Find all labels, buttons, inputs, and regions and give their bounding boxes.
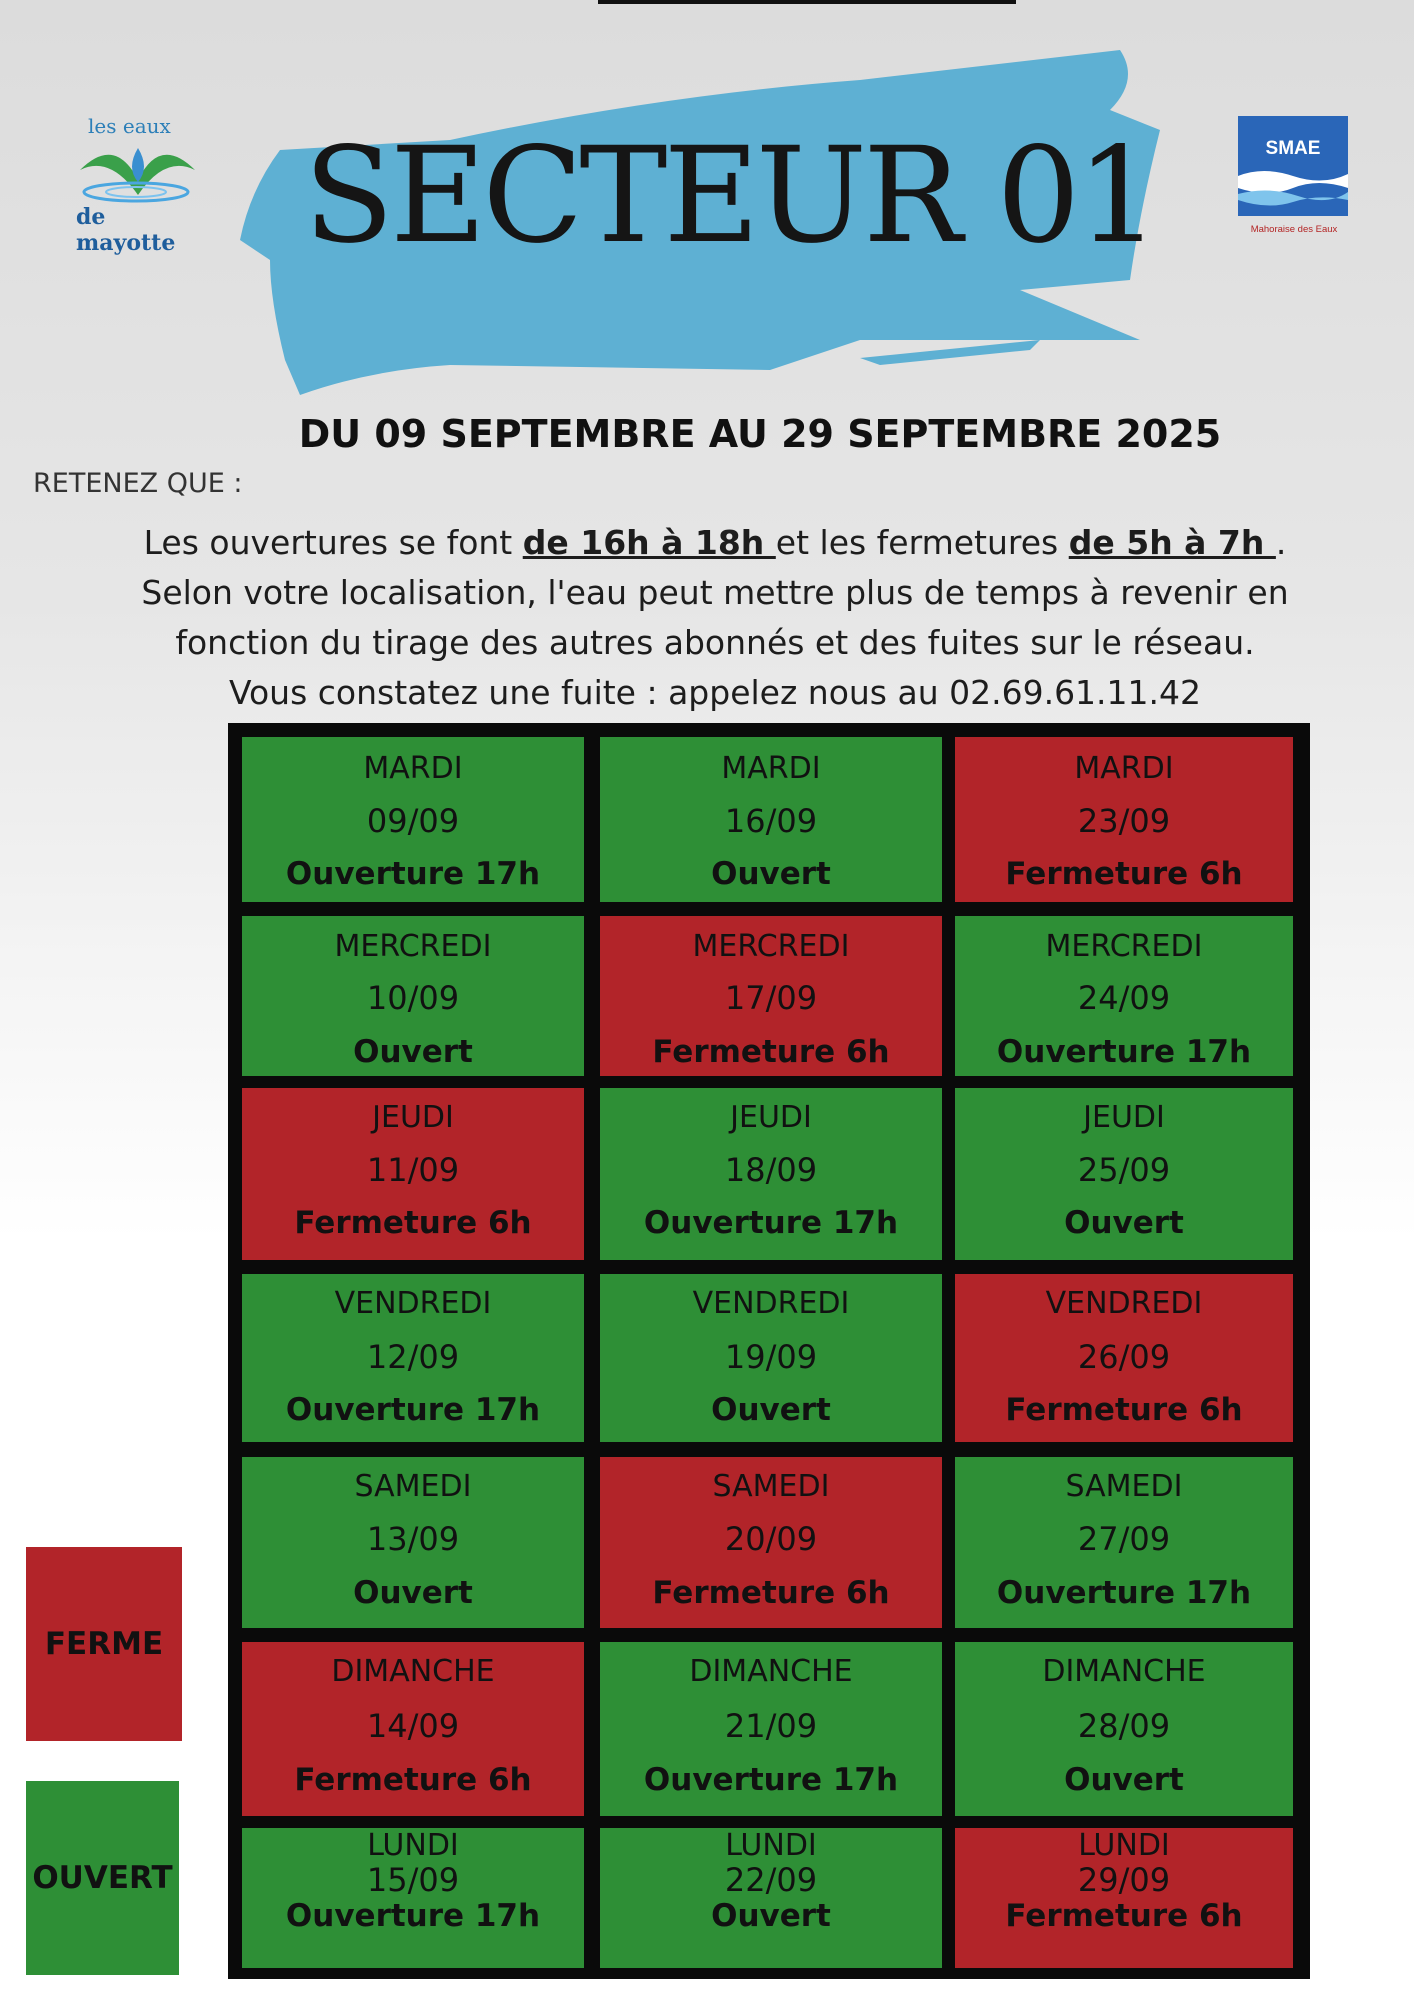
- cell-day: JEUDI: [1083, 1100, 1165, 1135]
- schedule-cell: [242, 916, 584, 1076]
- cell-day: DIMANCHE: [1042, 1654, 1206, 1689]
- schedule-cell: [600, 737, 942, 902]
- schedule-grid: [228, 723, 1310, 1979]
- cell-date: 11/09: [366, 1151, 460, 1189]
- cell-status: Ouvert: [711, 856, 831, 892]
- schedule-cell: [600, 916, 942, 1076]
- cell-day: VENDREDI: [1045, 1286, 1203, 1321]
- cell-day: MERCREDI: [334, 929, 492, 964]
- cell-status: Ouvert: [353, 1034, 473, 1070]
- schedule-cell: [955, 1828, 1293, 1968]
- cell-status: Ouvert: [711, 1392, 831, 1428]
- schedule-cell: [600, 1828, 942, 1968]
- cell-date: 18/09: [724, 1151, 818, 1189]
- cell-day: LUNDI: [367, 1828, 459, 1863]
- cell-day: MERCREDI: [1045, 929, 1203, 964]
- schedule-cell: [242, 1274, 584, 1442]
- cell-date: 29/09: [1077, 1861, 1171, 1899]
- schedule-cell: [600, 1088, 942, 1260]
- schedule-cell: [955, 1088, 1293, 1260]
- cell-day: SAMEDI: [1065, 1469, 1183, 1504]
- cell-date: 26/09: [1077, 1338, 1171, 1376]
- logo-right-name: SMAE: [1265, 138, 1321, 159]
- cell-status: Ouvert: [1064, 1205, 1184, 1241]
- schedule-cell: [242, 1828, 584, 1968]
- cell-status: Ouverture 17h: [285, 1898, 541, 1934]
- cell-day: VENDREDI: [334, 1286, 492, 1321]
- wave-icon: [1238, 166, 1348, 216]
- cell-day: MARDI: [721, 751, 821, 786]
- cell-status: Ouverture 17h: [643, 1205, 899, 1241]
- cell-date: 15/09: [366, 1861, 460, 1899]
- cell-date: 24/09: [1077, 979, 1171, 1017]
- cell-status: Ouverture 17h: [643, 1762, 899, 1798]
- cell-day: SAMEDI: [354, 1469, 472, 1504]
- schedule-cell: [955, 916, 1293, 1076]
- legend-closed: [26, 1547, 182, 1741]
- cell-date: 10/09: [366, 979, 460, 1017]
- schedule-cell: [242, 1457, 584, 1628]
- cell-day: JEUDI: [372, 1100, 454, 1135]
- cell-status: Fermeture 6h: [652, 1575, 890, 1611]
- schedule-cell: [955, 737, 1293, 902]
- cell-status: Ouverture 17h: [285, 856, 541, 892]
- cell-day: DIMANCHE: [689, 1654, 853, 1689]
- close-hours: de 5h à 7h: [1068, 523, 1276, 562]
- logo-right-subtitle: Mahoraise des Eaux: [1250, 224, 1338, 235]
- schedule-cell: [600, 1642, 942, 1816]
- schedule-cell: [955, 1457, 1293, 1628]
- cell-status: Fermeture 6h: [1005, 856, 1243, 892]
- cell-day: LUNDI: [1078, 1828, 1170, 1863]
- cell-date: 09/09: [366, 802, 460, 840]
- cell-date: 17/09: [724, 979, 818, 1017]
- leak-phone-text: Vous constatez une fuite : appelez nous au 02.69.61.11.42: [228, 673, 1202, 712]
- cell-date: 16/09: [724, 802, 818, 840]
- cell-day: JEUDI: [730, 1100, 812, 1135]
- cell-status: Ouvert: [353, 1575, 473, 1611]
- cell-status: Fermeture 6h: [1005, 1392, 1243, 1428]
- info-paragraph: [100, 518, 1330, 718]
- cell-date: 12/09: [366, 1338, 460, 1376]
- period-heading: DU 09 SEPTEMBRE AU 29 SEPTEMBRE 2025: [298, 412, 1222, 456]
- schedule-cell: [955, 1642, 1293, 1816]
- cell-status: Ouvert: [711, 1898, 831, 1934]
- cell-date: 27/09: [1077, 1520, 1171, 1558]
- legend-closed-label: FERME: [44, 1626, 164, 1662]
- cell-status: Ouverture 17h: [996, 1034, 1252, 1070]
- cell-date: 21/09: [724, 1707, 818, 1745]
- schedule-cell: [242, 1088, 584, 1260]
- cell-day: SAMEDI: [712, 1469, 830, 1504]
- info-text-3: . Selon votre localisation, l'eau peut mettre plus de temps à revenir en fonction du tirage des autres abonnés et des fuites sur le réseau.: [141, 523, 1289, 662]
- schedule-cell: [955, 1274, 1293, 1442]
- cell-status: Ouverture 17h: [285, 1392, 541, 1428]
- cell-date: 23/09: [1077, 802, 1171, 840]
- cell-day: MARDI: [1074, 751, 1174, 786]
- cell-day: VENDREDI: [692, 1286, 850, 1321]
- legend-open: [26, 1781, 179, 1975]
- cell-day: MERCREDI: [692, 929, 850, 964]
- cell-date: 22/09: [724, 1861, 818, 1899]
- cell-date: 13/09: [366, 1520, 460, 1558]
- cell-date: 19/09: [724, 1338, 818, 1376]
- top-divider: [598, 0, 1016, 4]
- schedule-cell: [600, 1457, 942, 1628]
- cell-day: MARDI: [363, 751, 463, 786]
- smae-logo: [1238, 116, 1350, 240]
- cell-status: Ouvert: [1064, 1762, 1184, 1798]
- cell-status: Fermeture 6h: [294, 1205, 532, 1241]
- cell-date: 20/09: [724, 1520, 818, 1558]
- info-text-2: et les fermetures: [775, 523, 1069, 562]
- les-eaux-de-mayotte-logo: [70, 110, 210, 256]
- legend-open-label: OUVERT: [32, 1860, 173, 1896]
- water-drop-icon: [70, 140, 200, 210]
- logo-left-line2: de mayotte: [76, 204, 176, 256]
- cell-date: 28/09: [1077, 1707, 1171, 1745]
- schedule-cell: [600, 1274, 942, 1442]
- cell-day: LUNDI: [725, 1828, 817, 1863]
- schedule-cell: [242, 1642, 584, 1816]
- page-title: SECTEUR 01: [303, 119, 1157, 273]
- cell-status: Fermeture 6h: [1005, 1898, 1243, 1934]
- cell-status: Fermeture 6h: [652, 1034, 890, 1070]
- retain-label: RETENEZ QUE :: [33, 468, 243, 499]
- cell-day: DIMANCHE: [331, 1654, 495, 1689]
- cell-status: Fermeture 6h: [294, 1762, 532, 1798]
- info-text-1: Les ouvertures se font: [143, 523, 523, 562]
- open-hours: de 16h à 18h: [522, 523, 776, 562]
- schedule-cell: [242, 737, 584, 902]
- cell-date: 25/09: [1077, 1151, 1171, 1189]
- cell-date: 14/09: [366, 1707, 460, 1745]
- logo-left-line1: les eaux: [88, 114, 171, 138]
- cell-status: Ouverture 17h: [996, 1575, 1252, 1611]
